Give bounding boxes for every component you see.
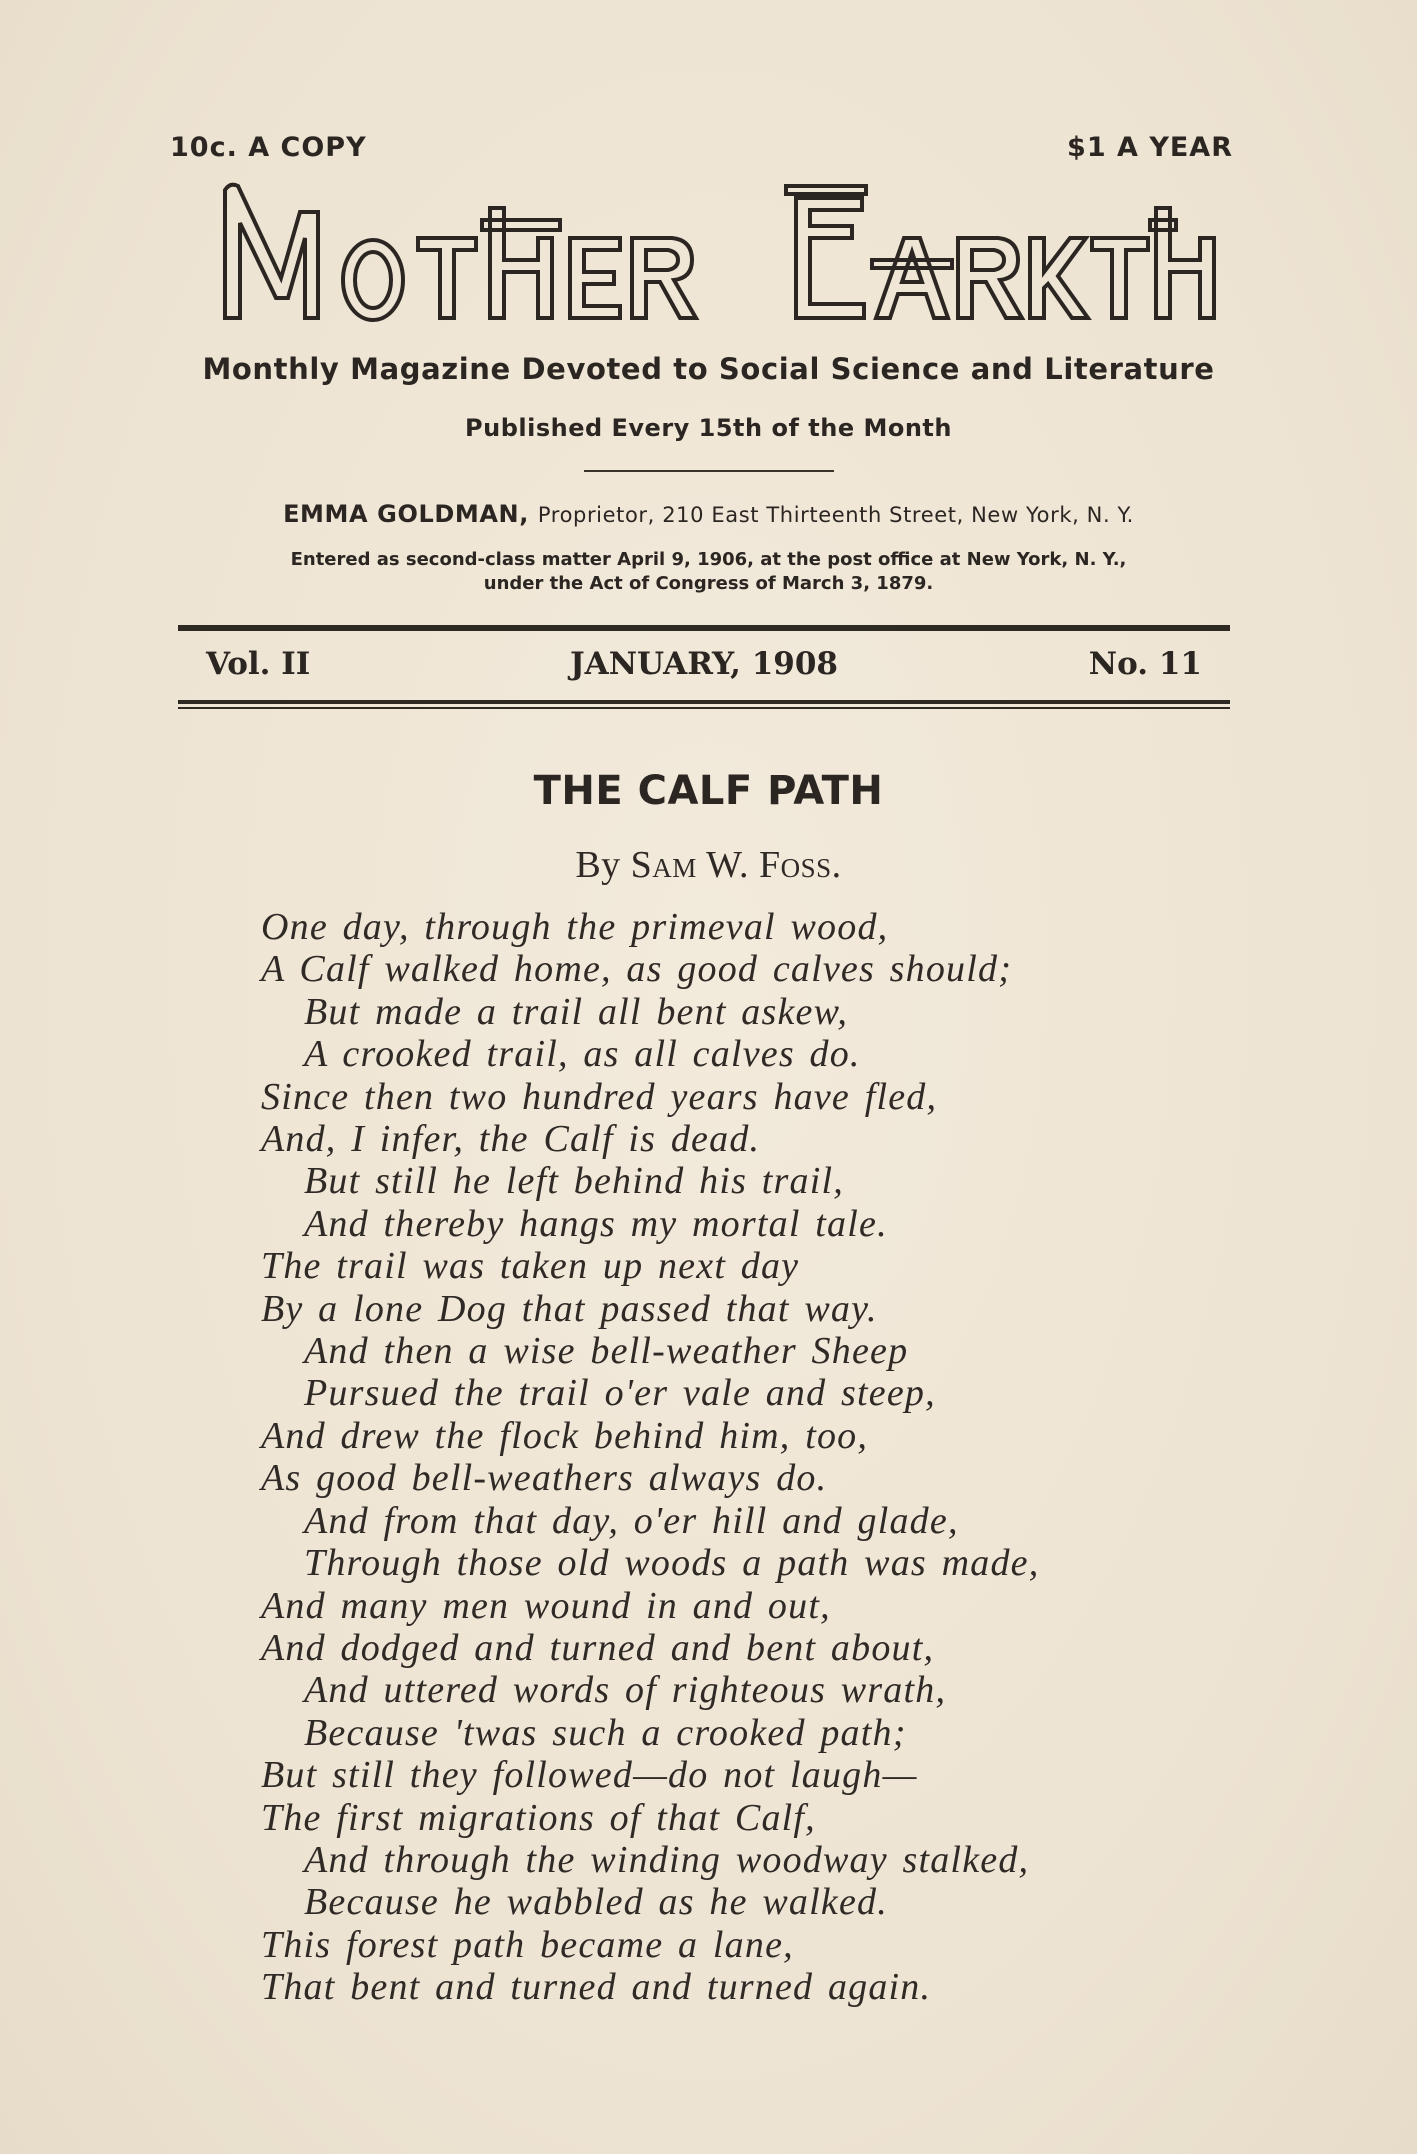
poem-line: But still they followed—do not laugh—: [261, 1754, 918, 1797]
poem-line: The first migrations of that Calf,: [261, 1796, 816, 1839]
poem-line: A crooked trail, as all calves do.: [304, 1033, 861, 1076]
postal-notice: [0, 548, 1417, 596]
divider: [584, 470, 834, 472]
double-rule-bottom: [178, 700, 1230, 709]
poem-line: Through those old woods a path was made,: [304, 1542, 1040, 1585]
poem-line: And thereby hangs my mortal tale.: [304, 1202, 888, 1245]
proprietor-address: Proprietor, 210 East Thirteenth Street, New York, N. Y.: [537, 503, 1134, 527]
byline-by: By: [575, 844, 621, 886]
poem-line: And uttered words of righteous wrath,: [304, 1669, 947, 1712]
proprietor-line: [0, 500, 1417, 528]
magazine-subtitle: Monthly Magazine Devoted to Social Science and Literature: [202, 352, 1215, 386]
issue-number: No. 11: [1088, 646, 1202, 682]
poem-line: But still he left behind his trail,: [304, 1160, 844, 1203]
poem-line: A Calf walked home, as good calves should;: [261, 948, 1013, 991]
poem-line: Because 'twas such a crooked path;: [304, 1711, 907, 1754]
poem-line: The trail was taken up next day: [261, 1245, 800, 1288]
poem-title: THE CALF PATH: [533, 768, 884, 814]
poem-line: And many men wound in and out,: [261, 1584, 831, 1627]
poem-body: [261, 906, 1261, 2009]
postal-notice-line: Entered as second-class matter April 9, 1906, at the post office at New York, N. Y.,: [290, 549, 1127, 570]
poem-author: Sam W. Foss.: [630, 844, 842, 886]
publication-schedule: Published Every 15th of the Month: [465, 414, 952, 442]
proprietor-name: EMMA GOLDMAN,: [283, 500, 529, 528]
price-per-copy: 10c. A COPY: [170, 132, 367, 163]
postal-notice-line: under the Act of Congress of March 3, 1879.: [483, 573, 934, 594]
poem-line: As good bell-weathers always do.: [261, 1457, 828, 1500]
masthead-logo: [0, 168, 1417, 343]
poem-line: And from that day, o'er hill and glade,: [304, 1499, 959, 1542]
poem-line: Since then two hundred years have fled,: [261, 1075, 938, 1118]
double-rule-top: [178, 622, 1230, 631]
poem-line: Pursued the trail o'er vale and steep,: [304, 1372, 936, 1415]
poem-line: And, I infer, the Calf is dead.: [261, 1118, 761, 1161]
poem-line: One day, through the primeval wood,: [261, 906, 889, 948]
poem-line: And then a wise bell-weather Sheep: [304, 1330, 909, 1373]
poem-line: By a lone Dog that passed that way.: [261, 1287, 878, 1330]
poem-line: Because he wabbled as he walked.: [304, 1881, 888, 1924]
poem-line: And dodged and turned and bent about,: [261, 1626, 935, 1669]
volume-number: Vol. II: [206, 646, 311, 682]
poem-line: That bent and turned and turned again.: [261, 1966, 932, 2009]
price-per-year: $1 A YEAR: [1067, 132, 1233, 163]
issue-date: JANUARY, 1908: [570, 646, 838, 682]
poem-line: And through the winding woodway stalked,: [304, 1838, 1030, 1881]
poem-line: And drew the flock behind him, too,: [261, 1414, 869, 1457]
poem-byline: [0, 843, 1417, 887]
poem-line: This forest path became a lane,: [261, 1923, 794, 1966]
issue-info: [206, 646, 1202, 686]
poem-line: But made a trail all bent askew,: [304, 990, 849, 1033]
